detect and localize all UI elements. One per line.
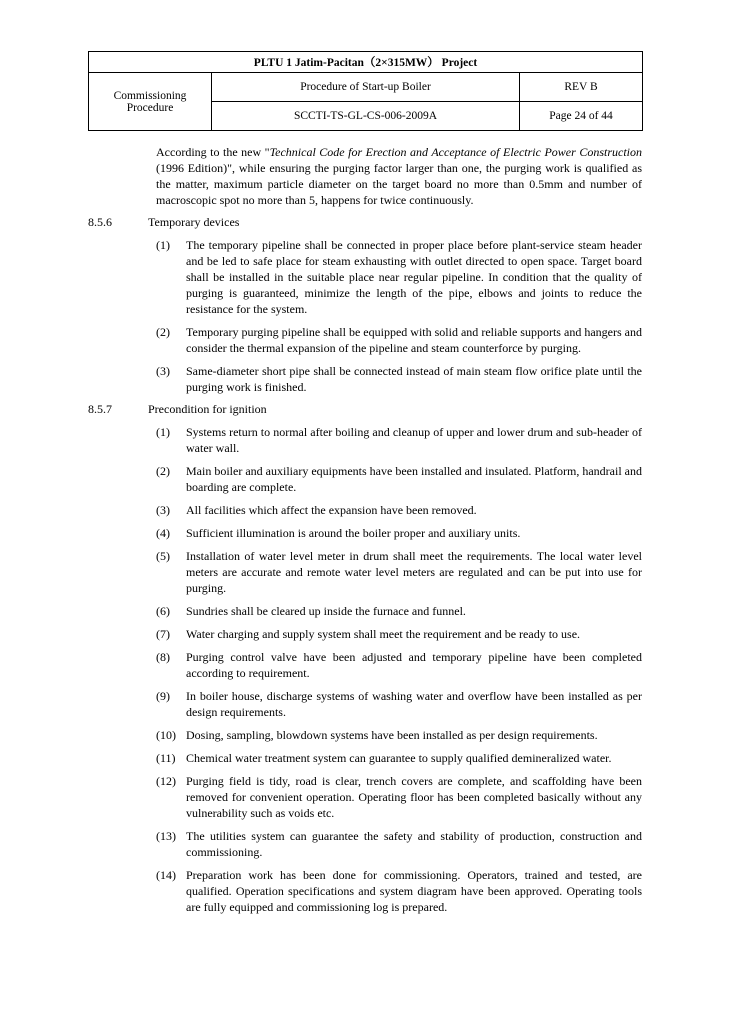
- item-text: Preparation work has been done for commissioning. Operators, trained and tested, are qualified. Operation specifications and system diagram have been approved. Operating tools are fully equipped and commissioning log is prepared.: [186, 868, 642, 914]
- item-number: (3): [156, 503, 170, 517]
- item-number: (4): [156, 526, 170, 540]
- list-item: [156, 750, 642, 766]
- item-number: (1): [156, 238, 170, 252]
- list-item: [156, 463, 642, 495]
- item-text: Dosing, sampling, blowdown systems have been installed as per design requirements.: [186, 728, 598, 742]
- code-title: Technical Code for Erection and Acceptance of Electric Power Construction: [269, 145, 642, 159]
- item-number: (1): [156, 425, 170, 439]
- doc-title: Procedure of Start-up Boiler: [212, 73, 520, 102]
- section-number: 8.5.7: [88, 402, 112, 416]
- list-item: [156, 727, 642, 743]
- item-number: (8): [156, 650, 170, 664]
- section-heading: [88, 401, 642, 417]
- item-text: Temporary purging pipeline shall be equipped with solid and reliable supports and hangers and consider the thermal expansion of the pipeline and steam counterforce by purging.: [186, 325, 642, 355]
- section-heading: [88, 214, 642, 230]
- item-number: (6): [156, 604, 170, 618]
- intro-pre: According to the new ": [156, 145, 270, 159]
- project-title: PLTU 1 Jatim-Pacitan（2×315MW） Project: [89, 52, 643, 73]
- item-text: Installation of water level meter in drum shall meet the requirements. The local water level meters are accurate and remote water level meters are regulated and can be put into use for purging.: [186, 549, 642, 595]
- item-text: The utilities system can guarantee the safety and stability of production, construction and commissioning.: [186, 829, 642, 859]
- item-text: Sundries shall be cleared up inside the furnace and funnel.: [186, 604, 466, 618]
- item-number: (2): [156, 464, 170, 478]
- item-text: Same-diameter short pipe shall be connected instead of main steam flow orifice plate until the purging work is finished.: [186, 364, 642, 394]
- item-number: (2): [156, 325, 170, 339]
- doc-number: SCCTI-TS-GL-CS-006-2009A: [212, 102, 520, 131]
- item-text: Water charging and supply system shall meet the requirement and be ready to use.: [186, 627, 581, 641]
- list-item: [156, 525, 642, 541]
- doc-category: Commissioning Procedure: [89, 73, 212, 131]
- item-number: (12): [156, 774, 176, 788]
- item-text: Chemical water treatment system can guarantee to supply qualified demineralized water.: [186, 751, 612, 765]
- list-item: [156, 324, 642, 356]
- list-item: [156, 649, 642, 681]
- item-text: Systems return to normal after boiling and cleanup of upper and lower drum and sub-header of water wall.: [186, 425, 642, 455]
- list-item: [156, 502, 642, 518]
- list-item: [156, 688, 642, 720]
- list-item: [156, 548, 642, 596]
- list-item: [156, 363, 642, 395]
- list-item: [156, 828, 642, 860]
- item-text: Sufficient illumination is around the boiler proper and auxiliary units.: [186, 526, 521, 540]
- item-text: All facilities which affect the expansion have been removed.: [186, 503, 477, 517]
- item-text: In boiler house, discharge systems of washing water and overflow have been installed as per design requirements.: [186, 689, 642, 719]
- list-item: [156, 424, 642, 456]
- item-number: (3): [156, 364, 170, 378]
- document-header: [88, 51, 643, 131]
- list-item: [156, 603, 642, 619]
- section-number: 8.5.6: [88, 215, 112, 229]
- item-number: (10): [156, 728, 176, 742]
- section-title: Precondition for ignition: [148, 402, 267, 416]
- item-text: Purging control valve have been adjusted and temporary pipeline have been completed according to requirement.: [186, 650, 642, 680]
- item-number: (7): [156, 627, 170, 641]
- list-item: [156, 773, 642, 821]
- list-item: [156, 237, 642, 317]
- item-number: (13): [156, 829, 176, 843]
- section-title: Temporary devices: [148, 215, 240, 229]
- sections: [88, 214, 642, 915]
- list-item: [156, 867, 642, 915]
- item-number: (9): [156, 689, 170, 703]
- item-text: Purging field is tidy, road is clear, trench covers are complete, and scaffolding have been removed for convenient operation. Operating floor has been completed basically without any vulnerability such as voids etc.: [186, 774, 642, 820]
- intro-post: (1996 Edition)", while ensuring the purging factor larger than one, the purging work is qualified as the matter, maximum particle diameter on the target board no more than 0.5mm and number of macroscopic spot no more than 5, happens for twice continuously.: [156, 161, 642, 207]
- item-number: (14): [156, 868, 176, 882]
- item-number: (11): [156, 751, 176, 765]
- list-item: [156, 626, 642, 642]
- item-number: (5): [156, 549, 170, 563]
- item-text: Main boiler and auxiliary equipments have been installed and insulated. Platform, handrail and boarding are complete.: [186, 464, 642, 494]
- page-number: Page 24 of 44: [520, 102, 643, 131]
- document-body: [88, 144, 642, 915]
- item-text: The temporary pipeline shall be connected in proper place before plant-service steam header and be led to safe place for steam exhausting with outlet directed to open space. Target board shall be installed in the suitable place near regular pipeline. In condition that the quality of purging is guaranteed, minimize the length of the pipe, elbows and joints to reduce the resistance for the system.: [186, 238, 642, 316]
- intro-paragraph: [156, 144, 642, 208]
- revision: REV B: [520, 73, 643, 102]
